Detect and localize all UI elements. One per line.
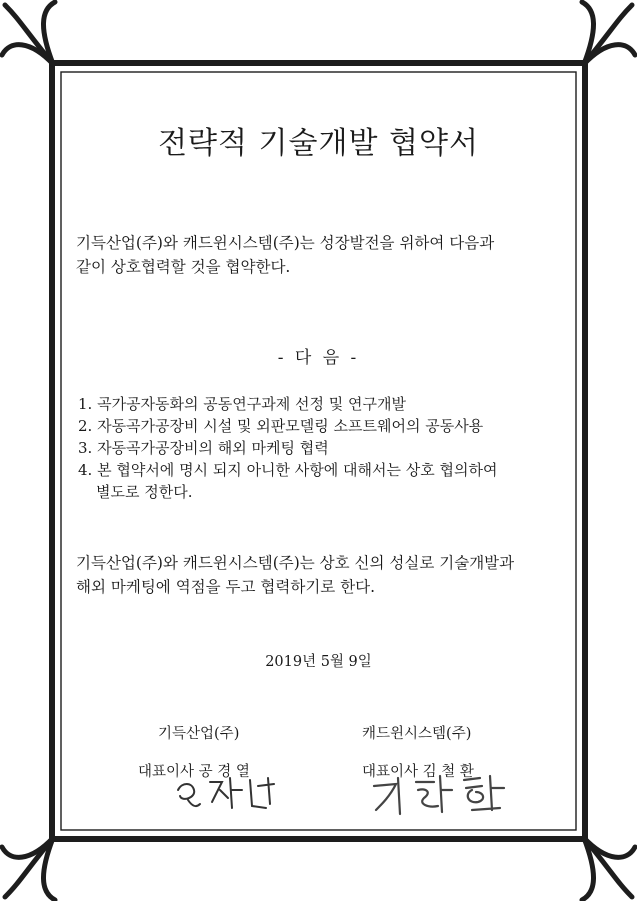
agreement-date: 2019년 5월 9일 bbox=[265, 654, 372, 670]
list-item: 2. 자동곡가공장비 시설 및 외판모델링 소프트웨어의 공동사용 bbox=[78, 417, 484, 435]
left-party-company: 기득산업(주) bbox=[158, 726, 240, 742]
left-signature bbox=[170, 768, 290, 818]
right-signature bbox=[368, 770, 518, 820]
list-item: 1. 곡가공자동화의 공동연구과제 선정 및 연구개발 bbox=[78, 395, 406, 413]
closing-line-2: 해외 마케팅에 역점을 두고 협력하기로 한다. bbox=[76, 578, 376, 596]
intro-line-1: 기득산업(주)와 캐드윈시스템(주)는 성장발전을 위하여 다음과 bbox=[76, 234, 495, 252]
right-party-company: 캐드윈시스템(주) bbox=[362, 726, 472, 742]
corner-ornament-top-left bbox=[2, 2, 55, 64]
document-title: 전략적 기술개발 협약서 bbox=[158, 126, 479, 161]
corner-ornament-top-right bbox=[582, 2, 635, 64]
section-heading: - 다 음 - bbox=[277, 348, 360, 368]
closing-line-1: 기득산업(주)와 캐드윈시스템(주)는 상호 신의 성실로 기술개발과 bbox=[76, 554, 515, 572]
left-party-representative: 대표이사 공 경 열 bbox=[138, 764, 250, 780]
right-party-representative: 대표이사 김 철 환 bbox=[362, 764, 474, 780]
intro-line-2: 같이 상호협력할 것을 협약한다. bbox=[76, 258, 291, 276]
corner-ornament-bottom-right bbox=[582, 838, 635, 900]
list-item: 3. 자동곡가공장비의 해외 마케팅 협력 bbox=[78, 439, 329, 457]
list-item: 4. 본 협약서에 명시 되지 아니한 사항에 대해서는 상호 협의하여 bbox=[78, 461, 498, 479]
list-item-continuation: 별도로 정한다. bbox=[96, 483, 193, 501]
corner-ornament-bottom-left bbox=[2, 838, 55, 900]
